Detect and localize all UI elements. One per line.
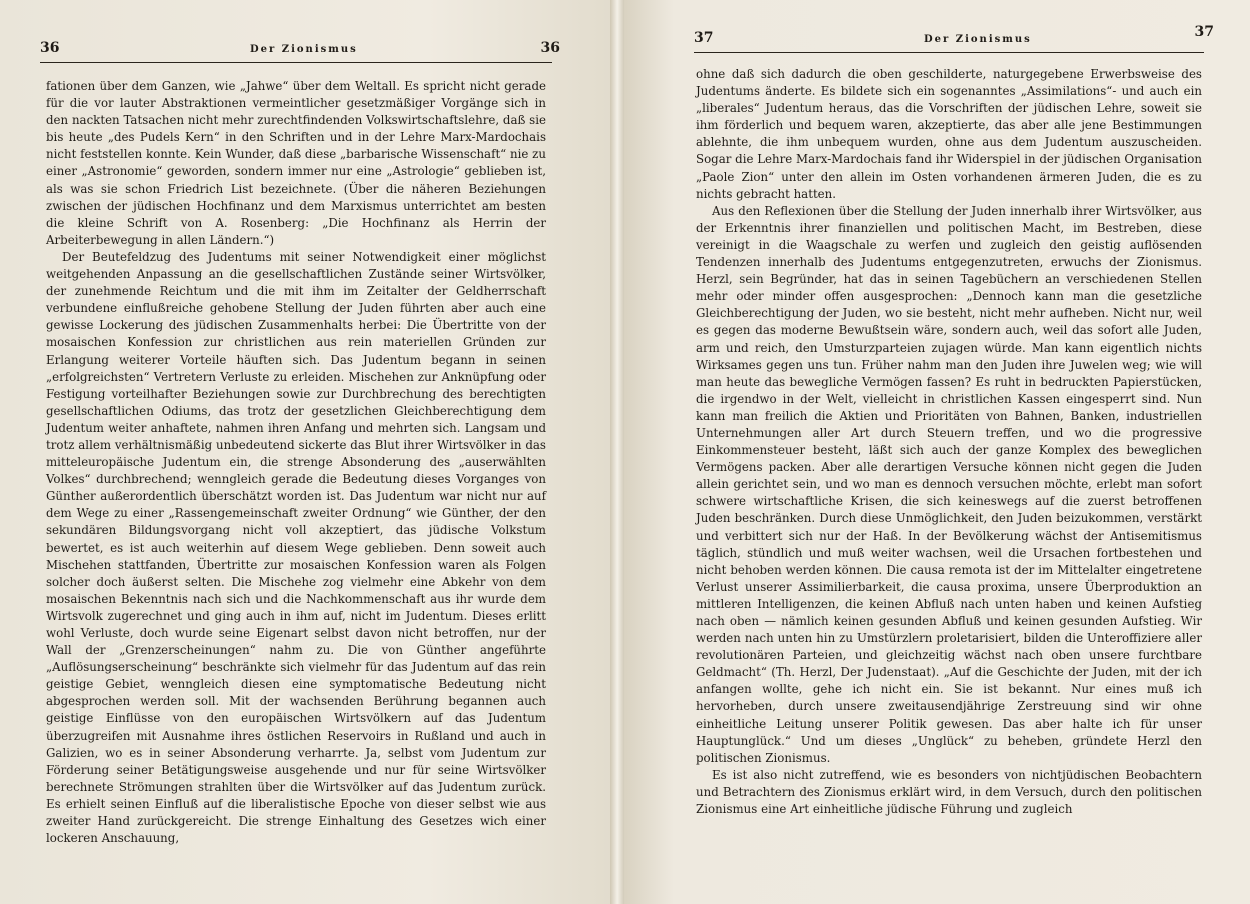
right-page-body xyxy=(696,66,1202,818)
right-paragraph-1: ohne daß sich dadurch die oben geschilderte, naturgegebene Erwerbsweise des Judentums änderte. Es bildete sich ein sogenanntes „Assimilations“- und auch ein „liberales“ Judentum heraus, das die Vorschriften der jüdischen Lehre, soweit sie ihm förderlich und bequem waren, akzeptierte, das aber alle jene Bestimmungen ablehnte, die ihm unbequem wurden, ohne aus dem Judentum auszuscheiden. Sogar die Lehre Marx-Mardochais fand ihr Widerspiel in der jüdischen Organisation „Paole Zion“ unter den allein im Osten vorhandenen ärmeren Juden, die es zu nichts gebracht hatten. xyxy=(696,67,1202,201)
right-page xyxy=(624,0,1250,904)
right-page-header xyxy=(694,24,1214,52)
left-page-header xyxy=(40,40,560,62)
left-paragraph-1: fationen über dem Ganzen, wie „Jahwe“ über dem Weltall. Es spricht nicht gerade für die vor lauter Abstraktionen vermeintlicher gesetzmäßiger Vorgänge sich in den nackten Tatsachen nicht mehr zurechtfindenden Volkswirtschaftslehre, daß sie bis heute „des Pudels Kern“ in den Schriften und in der Lehre Marx-Mardochais nicht feststellen konnte. Kein Wunder, daß diese „barbarische Wissenschaft“ nie zu einer „Astronomie“ geworden, sondern immer nur eine „Astrologie“ geblieben ist, als was sie schon Friedrich List bezeichnete. (Über die näheren Beziehungen zwischen der jüdischen Hochfinanz und dem Marxismus unterrichtet am besten die kleine Schrift von A. Rosenberg: „Die Hochfinanz als Herrin der Arbeiterbewegung in allen Ländern.“) xyxy=(46,79,546,247)
left-paragraph-2: Der Beutefeldzug des Judentums mit seiner Notwendigkeit einer möglichst weitgehenden Anpassung an die gesellschaftlichen Zustände seiner Wirtsvölker, der zunehmende Reichtum und die mit ihm im Zeitalter der Geldherrschaft verbundene einflußreiche gehobene Stellung der Juden führten aber auch eine gewisse Lockerung des jüdischen Zusammenhalts herbei: Die Übertritte von der mosaischen Konfession zur christlichen aus rein materiellen Gründen zur Erlangung weiterer Vorteile häuften sich. Das Judentum begann in seinen „erfolgreichsten“ Vertretern Verluste zu erleiden. Mischehen zur Anknüpfung oder Festigung vorteilhafter Beziehungen sowie zur Durchbrechung des berechtigten gesellschaftlichen Odiums, das trotz der gesetzlichen Gleichberechtigung dem Judentum weiter anhaftete, nahmen ihren Anfang und mehrten sich. Langsam und trotz allem verhältnismäßig unbedeutend sickerte das Blut ihrer Wirtsvölker in das mitteleuropäische Judentum ein, die strenge Absonderung des „auserwählten Volkes“ durchbrechend; wenngleich gerade die Bedeutung dieses Vorganges von Günther außerordentlich überschätzt worden ist. Das Judentum war nicht nur auf dem Wege zu einer „Rassengemeinschaft zweiter Ordnung“ wie Günther, der den sekundären Bildungsvorgang nicht voll akzeptiert, das jüdische Volkstum bewertet, es ist auch weiterhin auf diesem Wege geblieben. Denn soweit auch Mischehen stattfanden, Übertritte zur mosaischen Konfession waren als Folgen solcher doch äußerst selten. Die Mischehe zog vielmehr eine Abkehr von dem mosaischen Bekenntnis nach sich und die Nachkommenschaft aus ihr wurde dem Wirtsvolk zugerechnet und ging auch in ihm auf, nicht im Judentum. Dieses erlitt wohl Verluste, doch wurde seine Eigenart selbst davon nicht betroffen, nur der Wall der „Grenzerscheinungen“ nahm zu. Die von Günther angeführte „Auflösungserscheinung“ beschränkte sich vielmehr für das Judentum auf das rein geistige Gebiet, wenngleich diesen eine symptomatische Bedeutung nicht abgesprochen werden soll. Mit der wachsenden Berührung begannen auch geistige Einflüsse von den europäischen Wirtsvölkern auf das Judentum überzugreifen mit Ausnahme ihres östlichen Reservoirs in Rußland und auch in Galizien, wo es in seiner Absonderung verharrte. Ja, selbst vom Judentum zur Förderung seiner Betätigungsweise ausgehende und nur für seine Wirtsvölker berechnete Strömungen strahlten über die Wirtsvölker auf das Judentum zurück. Es erhielt seinen Einfluß auf die liberalistische Epoche von dieser selbst wie aus zweiter Hand zurückgereicht. Die strenge Einhaltung des Gesetzes wich einer lockeren Anschauung, xyxy=(46,249,546,846)
right-paragraph-2: Aus den Reflexionen über die Stellung der Juden innerhalb ihrer Wirtsvölker, aus der Erkenntnis ihrer finanziellen und politischen Macht, im Bestreben, diese vereinigt in die Waagschale zu werfen und zugleich den geistig auflösenden Tendenzen innerhalb des Judentums entgegenzutreten, erwuchs der Zionismus. Herzl, sein Begründer, hat das in seinen Tagebüchern an verschiedenen Stellen mehr oder minder offen ausgesprochen: „Dennoch kann man die gesetzliche Gleichberechtigung der Juden, wo sie besteht, nicht mehr aufheben. Nicht nur, weil es gegen das moderne Bewußtsein wäre, sondern auch, weil das sofort alle Juden, arm und reich, den Umsturzparteien zujagen würde. Man kann eigentlich nichts Wirksames gegen uns tun. Früher nahm man den Juden ihre Juwelen weg; wie will man heute das bewegliche Vermögen fassen? Es ruht in bedruckten Papierstücken, die irgendwo in der Welt, vielleicht in christlichen Kassen eingesperrt sind. Nun kann man freilich die Aktien und Prioritäten von Bahnen, Banken, industriellen Unternehmungen aller Art durch Steuern treffen, und wo die progressive Einkommensteuer besteht, läßt sich auch der ganze Komplex des beweglichen Vermögens packen. Aber alle derartigen Versuche können nicht gegen die Juden allein gerichtet sein, und wo man es dennoch versuchen möchte, erlebt man sofort schwere wirtschaftliche Krisen, die sich keineswegs auf die zuerst betroffenen Juden beschränken. Durch diese Unmöglichkeit, den Juden beizukommen, verstärkt und verbittert sich nur der Haß. In der Bevölkerung wächst der Antisemitismus täglich, stündlich und muß weiter wachsen, weil die Ursachen fortbestehen und nicht behoben werden können. Die causa remota ist der im Mittelalter eingetretene Verlust unserer Assimilierbarkeit, die causa proxima, unsere Überproduktion an mittleren Intelligenzen, die keinen Abfluß nach unten haben und keinen Aufstieg nach oben — nämlich keinen gesunden Abfluß und keinen gesunden Aufstieg. Wir werden nach unten hin zu Umstürzlern proletarisiert, bilden die Unteroffiziere aller revolutionären Parteien, und gleichzeitig wächst nach oben unsere furchtbare Geldmacht“ (Th. Herzl, Der Judenstaat). „Auf die Geschichte der Juden, mit der ich anfangen wollte, gehe ich nicht ein. Sie ist bekannt. Nur eines muß ich hervorheben, durch unsere zweitausendjährige Zerstreuung sind wir ohne einheitliche Leitung unserer Politik gewesen. Das aber halte ich für unser Hauptunglück.“ Und um dieses „Unglück“ zu beheben, gründete Herzl den politischen Zionismus. xyxy=(696,203,1202,765)
left-page-number: 36 xyxy=(40,40,60,56)
left-page xyxy=(0,0,612,904)
right-paragraph-3: Es ist also nicht zutreffend, wie es besonders von nichtjüdischen Beobachtern und Betrachtern des Zionismus erklärt wird, in dem Versuch, durch den politischen Zionismus eine Art einheitliche jüdische Führung und zugleich xyxy=(696,767,1202,817)
left-page-body xyxy=(46,78,546,847)
right-page-number-right: 37 xyxy=(1194,24,1214,40)
right-running-head: Der Zionismus xyxy=(924,34,1032,45)
left-header-rule xyxy=(40,62,552,63)
left-running-head: Der Zionismus xyxy=(250,44,358,55)
right-page-number: 37 xyxy=(694,30,714,46)
right-header-rule xyxy=(694,52,1204,53)
left-page-number-right: 36 xyxy=(540,40,560,56)
